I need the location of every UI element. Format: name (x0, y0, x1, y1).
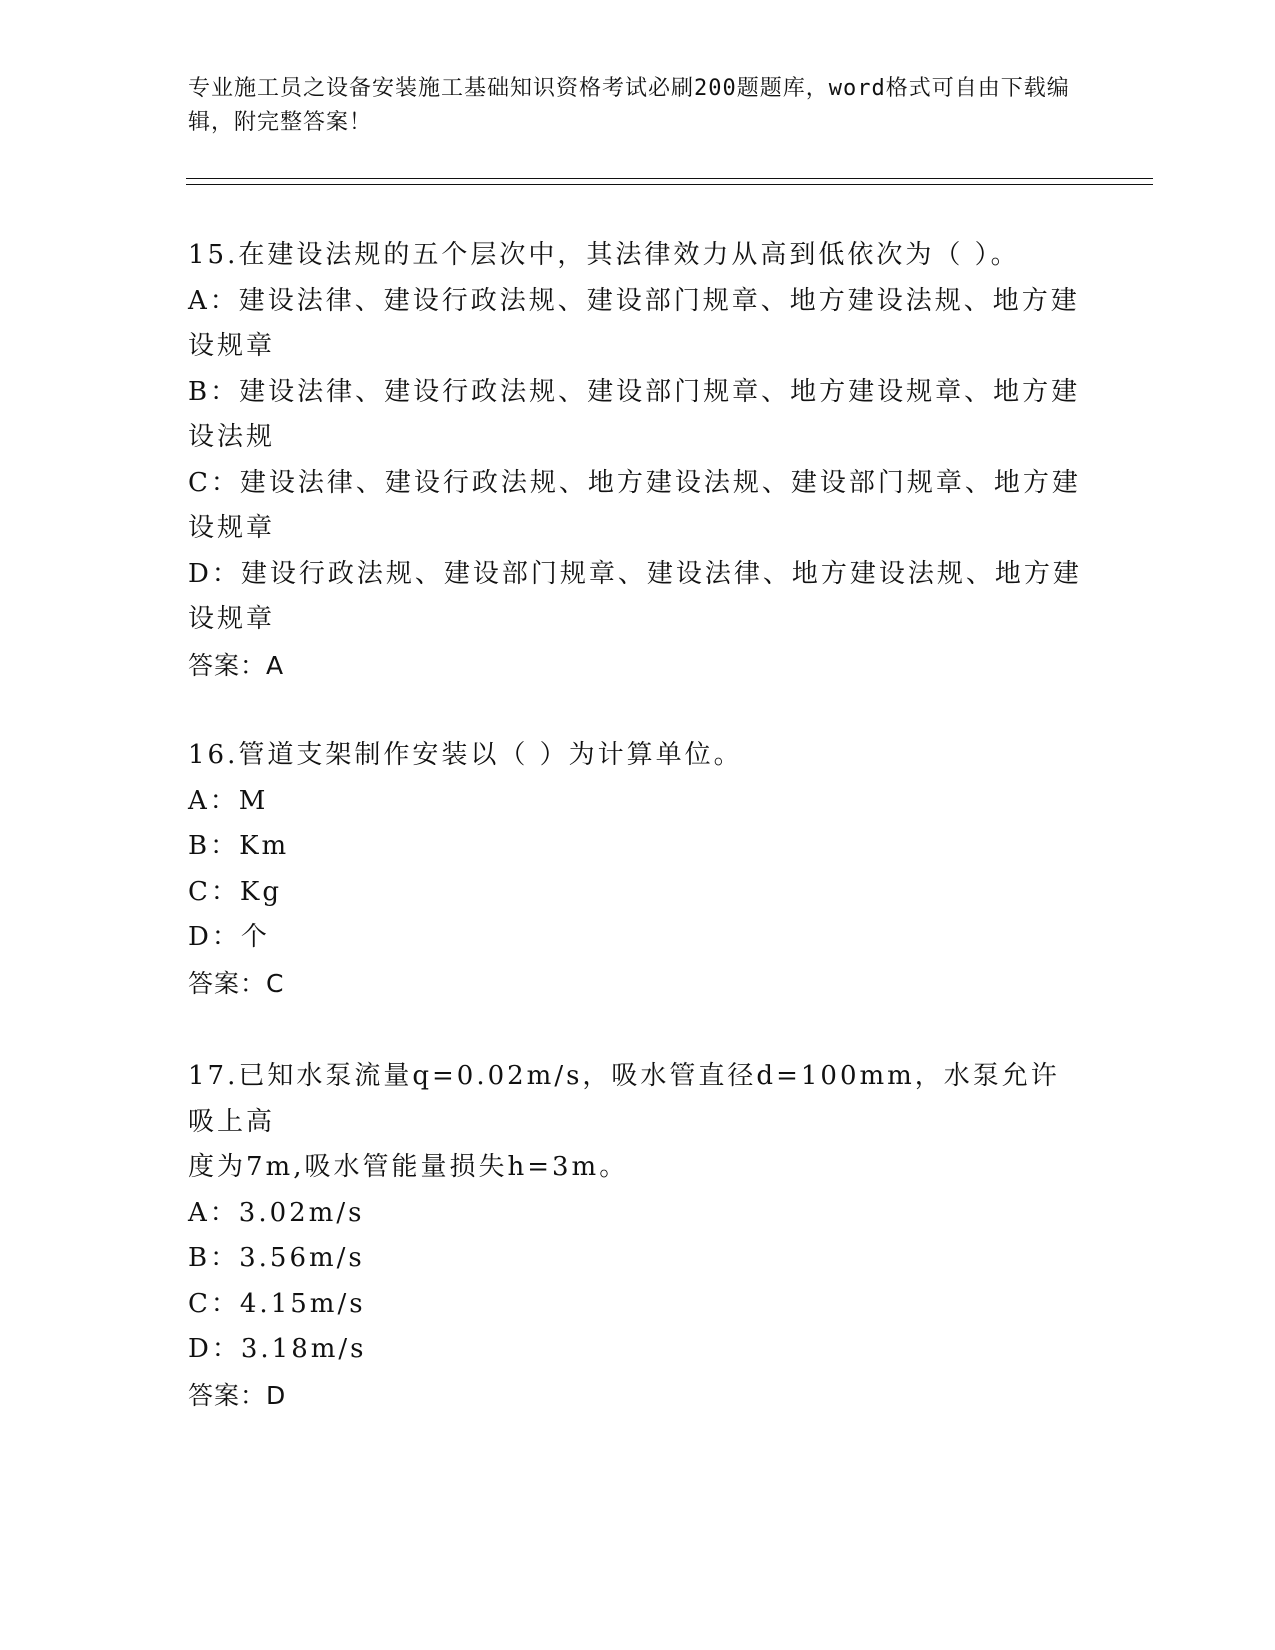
question-16 (188, 733, 1088, 1007)
option-d: D：建设行政法规、建设部门规章、建设法律、地方建设法规、地方建 (188, 558, 1082, 589)
option-b: B：3.56m/s (188, 1243, 365, 1273)
question-stem-continued: 度为7m,吸水管能量损失h=3m。 (188, 1152, 629, 1182)
document-header (188, 72, 1088, 140)
question-stem: 15.在建设法规的五个层次中，其法律效力从高到低依次为（ ）。 (188, 240, 1020, 270)
option-d: D：3.18m/s (188, 1334, 367, 1364)
option-c: C：Kg (188, 876, 282, 907)
option-a: A：3.02m/s (188, 1197, 365, 1228)
header-text: 专业施工员之设备安装施工基础知识资格考试必刷200题题库，word格式可自由下载编辑，附完整答案！ (188, 76, 1070, 135)
answer-line: 答案：A (188, 650, 285, 680)
question-stem: 16.管道支架制作安装以（ ）为计算单位。 (188, 740, 743, 770)
option-d-continued: 设规章 (188, 604, 276, 634)
answer-line: 答案：C (188, 968, 285, 998)
option-b-continued: 设法规 (188, 422, 276, 452)
option-c-continued: 设规章 (188, 513, 276, 543)
answer-line: 答案：D (188, 1380, 287, 1410)
option-c: C：建设法律、建设行政法规、地方建设法规、建设部门规章、地方建 (188, 467, 1081, 498)
option-a: A：建设法律、建设行政法规、建设部门规章、地方建设法规、地方建 (188, 285, 1080, 316)
option-b: B：Km (188, 831, 290, 861)
question-stem: 17.已知水泵流量q=0.02m/s，吸水管直径d=100mm，水泵允许吸上高 (188, 1061, 1060, 1137)
header-divider-bottom (186, 184, 1153, 185)
question-15 (188, 233, 1088, 689)
header-divider-top (186, 178, 1153, 179)
option-a: A：M (188, 785, 269, 816)
option-d: D：个 (188, 922, 270, 952)
option-a-continued: 设规章 (188, 331, 276, 361)
option-c: C：4.15m/s (188, 1288, 366, 1319)
question-17 (188, 1054, 1088, 1419)
option-b: B：建设法律、建设行政法规、建设部门规章、地方建设规章、地方建 (188, 376, 1081, 407)
